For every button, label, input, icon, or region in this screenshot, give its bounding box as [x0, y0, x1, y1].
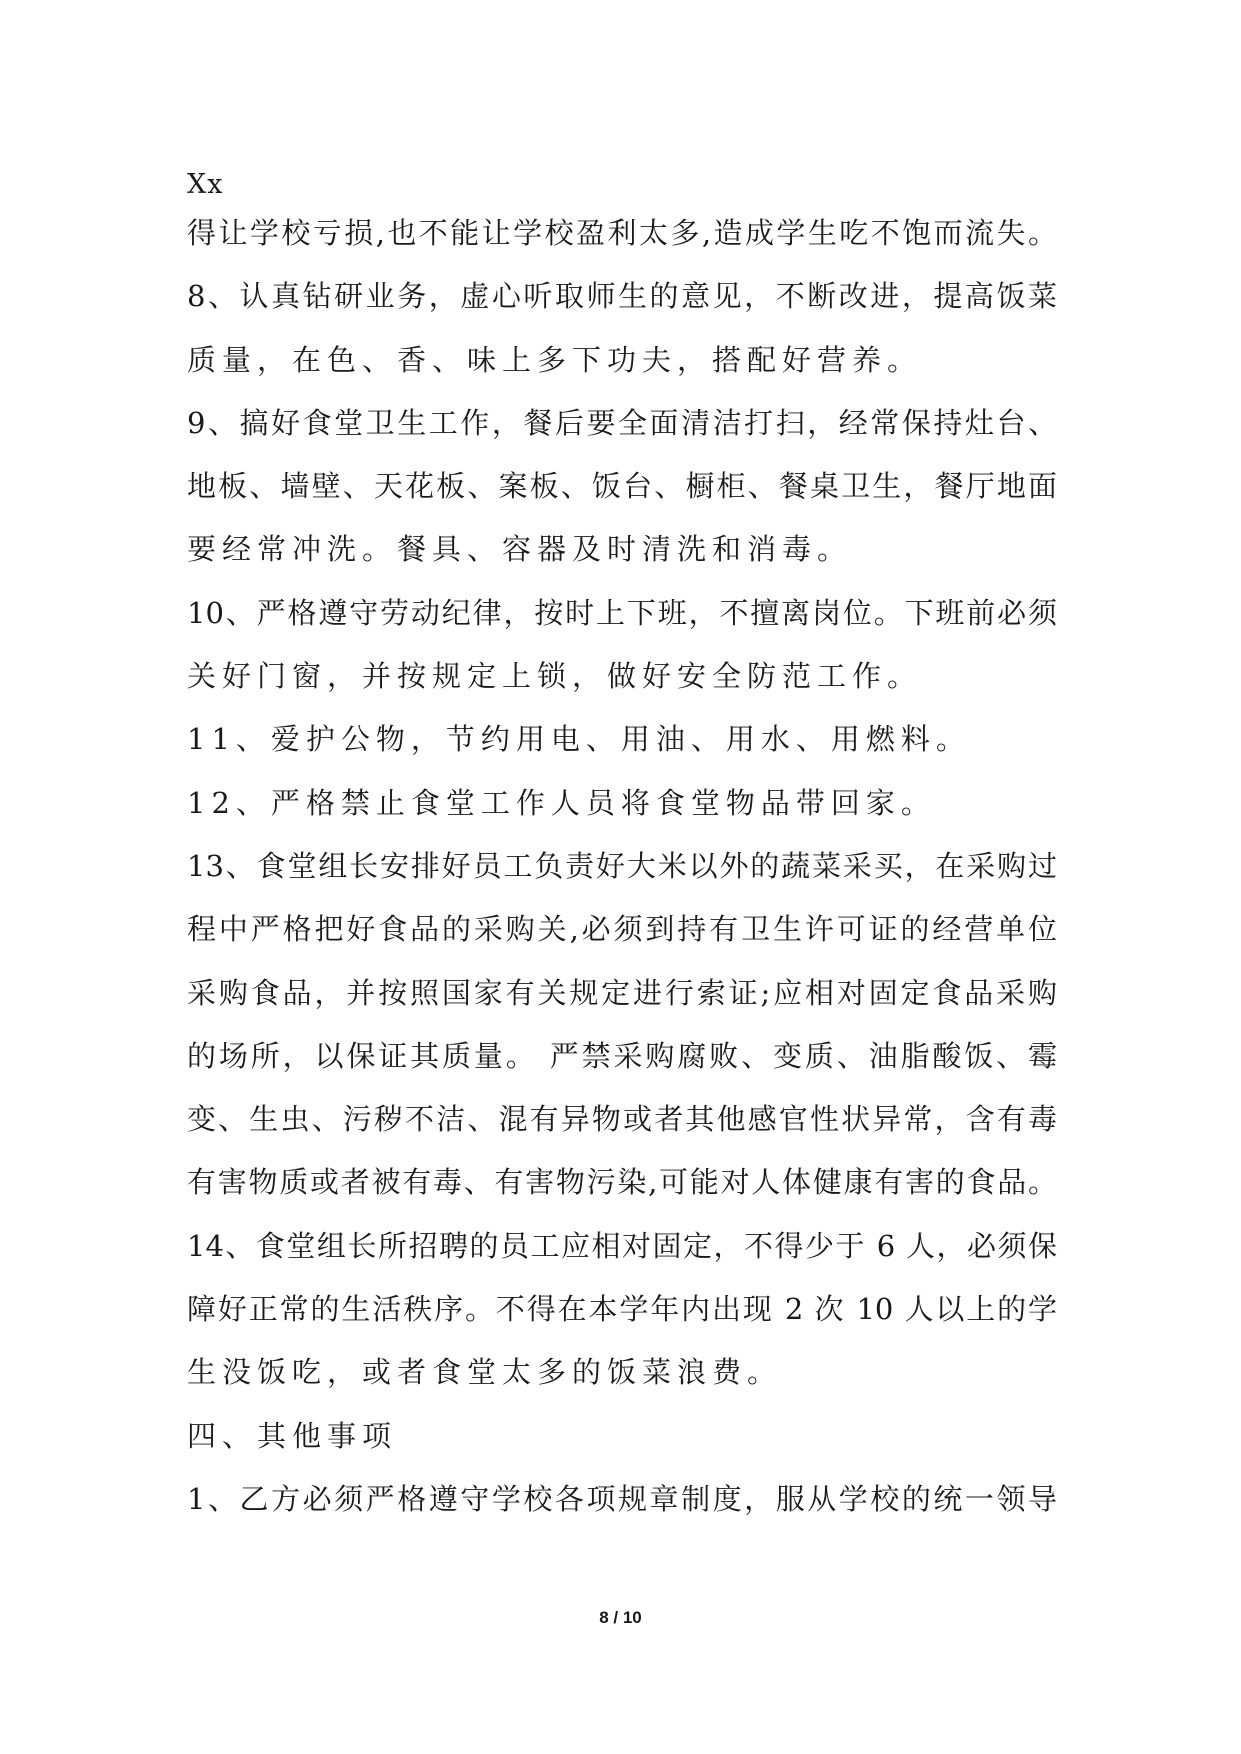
text-line-5: 地板、墙壁、天花板、案板、饭台、橱柜、餐桌卫生，餐厅地面 — [187, 469, 1057, 504]
page-header: Xx — [187, 169, 224, 200]
text-line-14: 的场所，以保证其质量。 严禁采购腐败、变质、油脂酸饭、霉 — [187, 1038, 1057, 1073]
text-line-1: 得让学校亏损,也不能让学校盈利太多,造成学生吃不饱而流失。 — [187, 216, 1057, 250]
text-line-17: 14、食堂组长所招聘的员工应相对固定，不得少于 6 人，必须保 — [187, 1228, 1057, 1263]
text-line-19: 生没饭吃，或者食堂太多的饭菜浪费。 — [187, 1355, 783, 1390]
text-line-16: 有害物质或者被有毒、有害物污染,可能对人体健康有害的食品。 — [187, 1165, 1057, 1200]
text-line-9: 11、爱护公物，节约用电、用油、用水、用燃料。 — [187, 722, 971, 757]
text-line-21: 1、乙方必须严格遵守学校各项规章制度，服从学校的统一领导 — [187, 1481, 1057, 1516]
text-line-6: 要经常冲洗。餐具、容器及时清洗和消毒。 — [187, 532, 853, 567]
text-line-7: 10、严格遵守劳动纪律，按时上下班，不擅离岗位。下班前必须 — [187, 595, 1057, 630]
text-line-12: 程中严格把好食品的采购关,必须到持有卫生许可证的经营单位 — [187, 912, 1057, 947]
text-line-11: 13、食堂组长安排好员工负责好大米以外的蔬菜采买，在采购过 — [187, 848, 1057, 883]
text-line-15: 变、生虫、污秽不洁、混有异物或者其他感官性状异常，含有毒 — [187, 1102, 1057, 1137]
text-line-2: 8、认真钻研业务，虚心听取师生的意见，不断改进，提高饭菜 — [187, 279, 1057, 314]
text-line-18: 障好正常的生活秩序。不得在本学年内出现 2 次 10 人以上的学 — [187, 1292, 1057, 1327]
text-line-3: 质量，在色、香、味上多下功夫，搭配好营养。 — [187, 342, 923, 377]
document-body — [187, 202, 1057, 1531]
text-line-8: 关好门窗，并按规定上锁，做好安全防范工作。 — [187, 659, 923, 694]
text-line-10: 12、严格禁止食堂工作人员将食堂物品带回家。 — [187, 785, 936, 820]
text-line-4: 9、搞好食堂卫生工作，餐后要全面清洁打扫，经常保持灶台、 — [187, 405, 1057, 440]
page-number: 8 / 10 — [599, 1608, 642, 1627]
text-line-13: 采购食品，并按照国家有关规定进行索证;应相对固定食品采购 — [187, 975, 1057, 1010]
section-heading: 四、其他事项 — [187, 1418, 398, 1453]
